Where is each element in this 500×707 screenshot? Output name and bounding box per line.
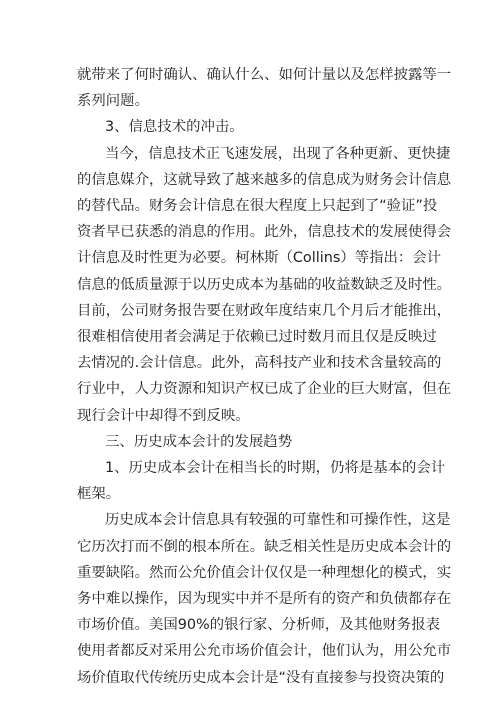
text-line: 使用者都反对采用公允市场价值会计，他们认为，用公允市 <box>77 643 452 660</box>
text-line: 很难相信使用者会满足于依赖已过时数月而且仅是反映过 <box>77 329 437 345</box>
text-line: 市场价值。美国90%的银行家、分析师，及其他财务报表 <box>77 617 440 634</box>
text-line: 计信息及时性更为必要。柯林斯（Collins）等指出：会计 <box>77 250 442 267</box>
text-line: 信息的低质量源于以历史成本为基础的收益数缺乏及时性。 <box>77 276 452 293</box>
text-line: 场价值取代传统历史成本会计是“没有直接参与投资决策的 <box>77 669 445 686</box>
section-heading: 三、历史成本会计的发展趋势 <box>105 433 293 450</box>
text-line: 目前，公司财务报告要在财政年度结束几个月后才能推出， <box>77 302 452 319</box>
text-line: 行业中，人力资源和知识产权已成了企业的巨大财富，但在 <box>77 381 452 398</box>
subsection-heading-cont: 框架。 <box>77 486 121 503</box>
text-line: 历史成本会计信息具有较强的可靠性和可操作性，这是 <box>105 512 451 529</box>
text-line: 务中难以操作，因为现实中并不是所有的资产和负债都存在 <box>77 591 452 607</box>
text-line: 的信息媒介，这就导致了越来越多的信息成为财务会计信息 <box>77 171 452 188</box>
text-line: 就带来了何时确认、确认什么、如何计量以及怎样披露等一 <box>77 67 452 83</box>
text-line: 它历次打而不倒的根本所在。缺乏相关性是历史成本会计的 <box>77 538 452 555</box>
subsection-heading: 1、历史成本会计在相当长的时期，仍将是基本的会计 <box>105 460 446 476</box>
text-line: 系列问题。 <box>77 93 149 110</box>
text-line: 重要缺陷。然而公允价值会计仅仅是一种理想化的模式，实 <box>77 564 452 581</box>
text-line: 当今，信息技术正飞速发展，出现了各种更新、更快捷 <box>105 145 451 162</box>
section-heading: 3、信息技术的冲击。 <box>105 119 244 136</box>
text-line: 现行会计中却得不到反映。 <box>77 407 250 424</box>
text-line: 的替代品。财务会计信息在很大程度上只起到了“验证”投 <box>77 198 438 214</box>
text-line: 资者早已获悉的消息的作用。此外，信息技术的发展使得会 <box>77 224 452 241</box>
text-line: 去情况的.会计信息。此外，高科技产业和技术含量较高的 <box>77 355 442 372</box>
